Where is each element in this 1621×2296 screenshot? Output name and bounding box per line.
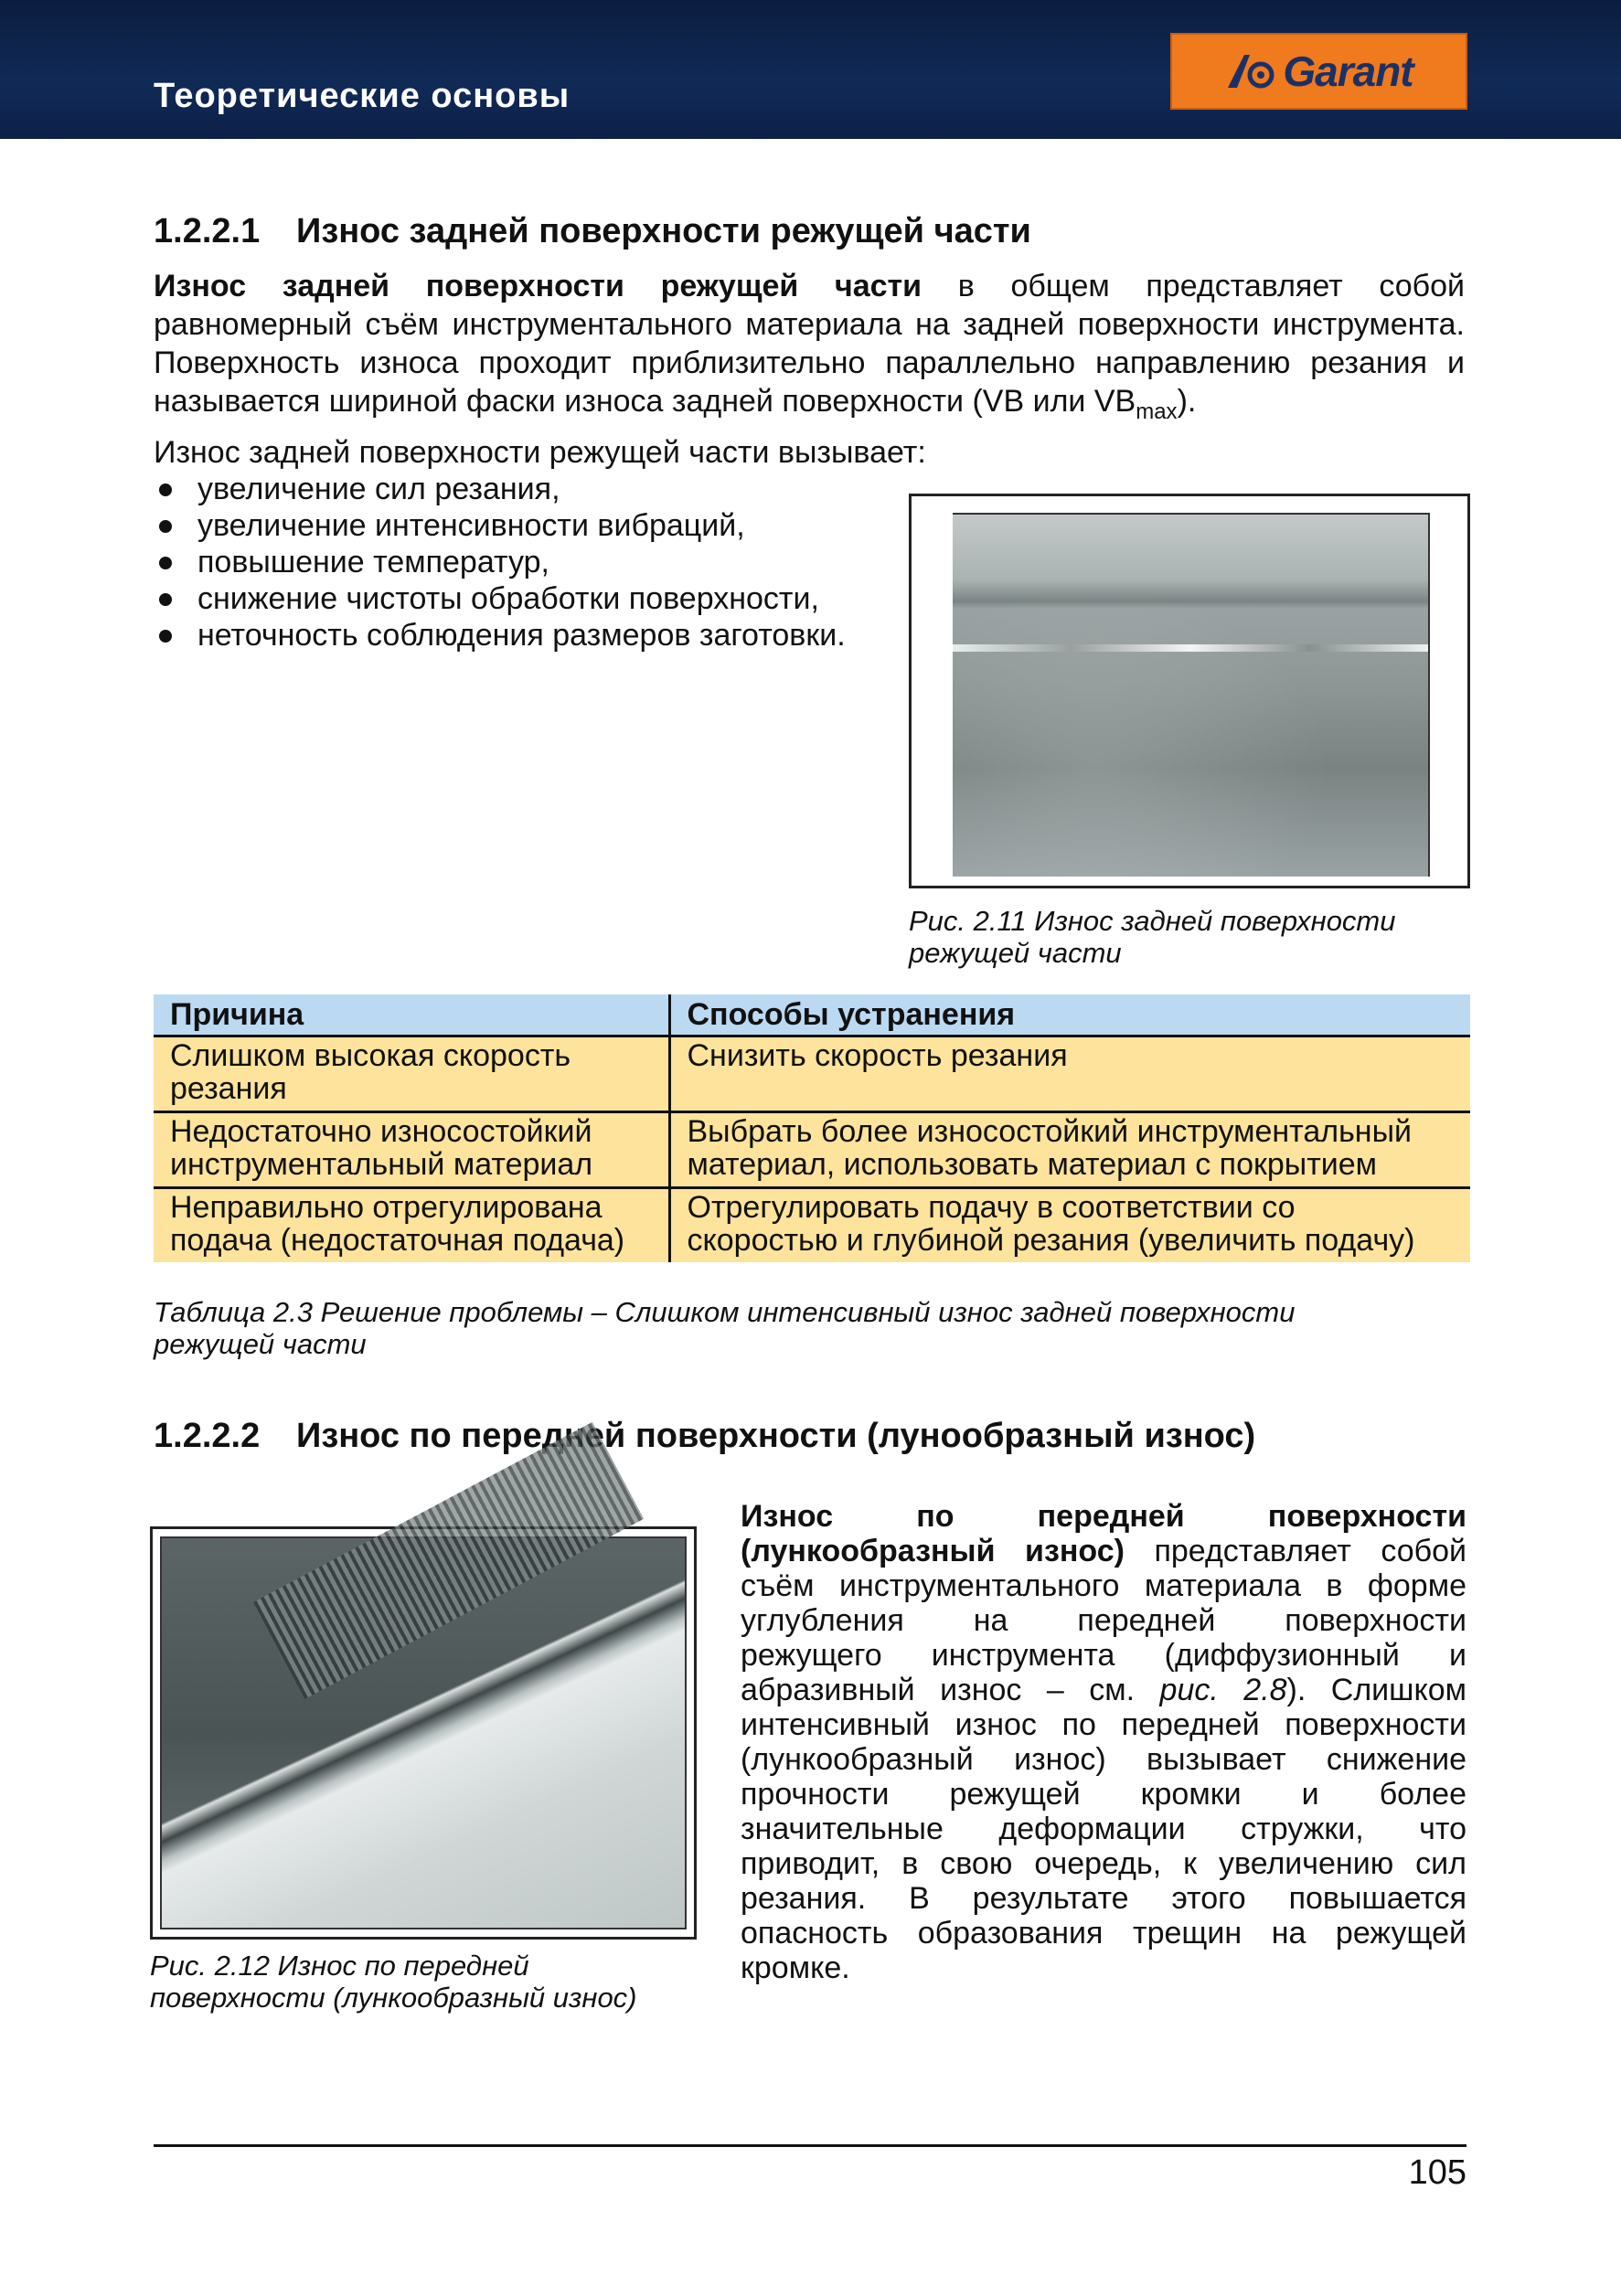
crater-line: режущего инструмента (диффузионный и	[741, 1638, 1466, 1673]
cutting-edge-highlight	[953, 644, 1428, 652]
page-number: 105	[1408, 2153, 1466, 2192]
crater-line-text: абразивный износ – см.	[741, 1673, 1160, 1707]
list-item-text: увеличение сил резания,	[197, 472, 560, 506]
section-number: 1.2.2.1	[154, 212, 261, 250]
cell-line: Неправильно отрегулирована	[170, 1190, 603, 1225]
footer-rule	[154, 2144, 1466, 2147]
cell-line: Недостаточно износостойкий	[170, 1114, 592, 1149]
list-item-text: неточность соблюдения размеров заготовки.	[197, 618, 846, 653]
crater-line-text: представляет собой	[1124, 1534, 1466, 1568]
caption-line: поверхности (лункообразный износ)	[150, 1982, 637, 2014]
intro-line-4	[154, 382, 1465, 431]
header-title: Теоретические основы	[154, 77, 571, 115]
bullet-icon	[159, 593, 172, 606]
intro-line-1-text: в общем представляет собой	[922, 269, 1466, 303]
list-item-text: увеличение интенсивности вибраций,	[197, 508, 745, 543]
vb-subscript: max	[1136, 399, 1178, 424]
remedy-cell	[669, 1036, 1470, 1112]
bullet-icon	[159, 630, 172, 643]
crater-line: опасность образования трещин на режущей	[741, 1916, 1466, 1951]
bullet-icon	[159, 557, 172, 569]
list-item	[154, 471, 846, 507]
crater-line: резания. В результате этого повышается	[741, 1881, 1466, 1916]
crater-line: кромке.	[741, 1951, 850, 1985]
garant-logo	[1170, 33, 1467, 110]
cell-line: подача (недостаточная подача)	[170, 1223, 625, 1258]
list-item	[154, 507, 846, 544]
cell-line: инструментальный материал	[170, 1147, 593, 1182]
bullet-icon	[159, 484, 172, 496]
figure-caption-2-11	[909, 905, 1396, 969]
intro-line-1	[154, 267, 1465, 305]
crater-line: значительные деформации стружки, что	[741, 1812, 1466, 1846]
crater-line-text: ). Слишком	[1286, 1673, 1466, 1707]
intro-line-3: Поверхность износа проходит приблизительно параллельно направлению резания и	[154, 345, 1465, 380]
figure-caption-2-12	[150, 1950, 637, 2014]
cause-cell	[154, 1188, 669, 1263]
cell-line: Отрегулировать подачу в соответствии со	[687, 1190, 1296, 1225]
figure-reference: рис. 2.8	[1159, 1673, 1287, 1707]
figure-crater-wear-photo	[150, 1526, 697, 1940]
list-item	[154, 544, 846, 580]
table-header-row	[154, 994, 1470, 1036]
crater-line: прочности режущей кромки и более	[741, 1777, 1466, 1812]
list-item	[154, 580, 846, 617]
intro-line-4-text: называется шириной фаски износа задней поверхности (VB или VB	[154, 384, 1136, 419]
cell-line: резания	[170, 1071, 287, 1106]
cell-line: скоростью и глубиной резания (увеличить подачу)	[687, 1223, 1415, 1258]
cell-line: Снизить скорость резания	[687, 1038, 1068, 1073]
table-caption-2-3	[154, 1296, 1295, 1360]
flank-wear-intro	[154, 267, 1465, 472]
caption-line: режущей части	[154, 1328, 367, 1360]
flank-wear-image	[953, 513, 1430, 877]
crater-line: углубления на передней поверхности	[741, 1603, 1466, 1638]
section-title: Износ задней поверхности режущей части	[296, 212, 1031, 250]
cause-cell	[154, 1112, 669, 1188]
section-heading-crater-wear	[154, 1417, 1255, 1456]
cell-line: материал, использовать материал с покрытием	[687, 1147, 1378, 1182]
column-header-cause: Причина	[154, 994, 669, 1036]
section-heading-flank-wear	[154, 212, 1031, 251]
crater-line	[741, 1673, 1466, 1707]
crater-bold-term: (лункообразный износ)	[741, 1534, 1125, 1568]
crater-line: съём инструментального материала в форме	[741, 1568, 1466, 1603]
remedy-cell	[669, 1112, 1470, 1188]
causes-lead: Износ задней поверхности режущей части вызывает:	[154, 434, 926, 470]
figure-flank-wear-photo	[909, 494, 1470, 888]
bullet-icon	[159, 520, 172, 533]
column-header-remedy: Способы устранения	[669, 994, 1470, 1036]
intro-line-2: равномерный съём инструментального материала на задней поверхности инструмента.	[154, 307, 1465, 342]
crater-line: Износ по передней поверхности	[741, 1499, 1466, 1534]
page-header	[0, 0, 1621, 139]
section-title: Износ по передней поверхности (лунообразный износ)	[296, 1417, 1256, 1455]
logo-text: Garant	[1283, 48, 1413, 95]
table-row	[154, 1112, 1470, 1188]
garant-logo-icon	[1224, 51, 1277, 91]
caption-line: Таблица 2.3 Решение проблемы – Слишком интенсивный износ задней поверхности	[154, 1296, 1296, 1328]
intro-bold-term: Износ задней поверхности режущей части	[154, 269, 922, 303]
effects-list	[154, 471, 846, 654]
crater-line: интенсивный износ по передней поверхности	[741, 1707, 1466, 1742]
caption-line: режущей части	[909, 937, 1122, 969]
list-item	[154, 617, 846, 654]
cell-line: Слишком высокая скорость	[170, 1038, 571, 1073]
table-row	[154, 1188, 1470, 1263]
cause-cell	[154, 1036, 669, 1112]
intro-line-4-tail: ).	[1177, 384, 1197, 419]
table-row	[154, 1036, 1470, 1112]
crater-line: (лункообразный износ) вызывает снижение	[741, 1742, 1466, 1777]
crater-line: приводит, в свою очередь, к увеличению сил	[741, 1846, 1466, 1881]
list-item-text: снижение чистоты обработки поверхности,	[197, 581, 819, 616]
cell-line: Выбрать более износостойкий инструментальный	[687, 1114, 1412, 1149]
crater-wear-paragraph	[741, 1499, 1466, 1985]
list-item-text: повышение температур,	[197, 545, 549, 579]
troubleshooting-table	[154, 994, 1470, 1262]
caption-line: Рис. 2.12 Износ по передней	[150, 1950, 529, 1982]
caption-line: Рис. 2.11 Износ задней поверхности	[909, 905, 1396, 937]
section-number: 1.2.2.2	[154, 1417, 261, 1455]
remedy-cell	[669, 1188, 1470, 1263]
crater-line	[741, 1534, 1466, 1568]
